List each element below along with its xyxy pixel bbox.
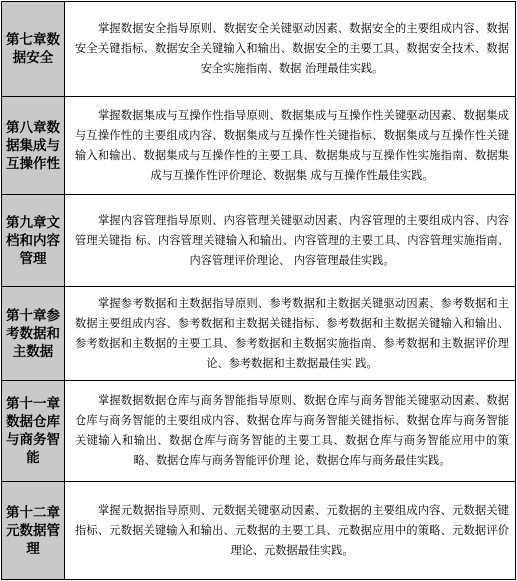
chapter-title-cell (2, 97, 65, 195)
chapter-title: 第九章文档和内容管理 (6, 214, 60, 267)
table-row (2, 287, 516, 381)
chapter-title-cell (2, 2, 65, 97)
table-row (2, 381, 516, 482)
chapter-title-cell (2, 287, 65, 381)
chapter-description: 掌握数据集成与互操作性指导原则、数据集成与互操作性关键驱动因素、数据集成与互操作性的主要组成内容、数据集成与互操作性关键指标、数据集成与互操作性关键输入和输出、数据集成与互操作性的主要工具、数据集成与互操作性实施指南、数据集成与互操作性评价理论、数据集 成与互操作性最佳实践。 (75, 108, 509, 182)
chapter-title-cell (2, 482, 65, 580)
chapter-description: 掌握数据安全指导原则、数据安全关键驱动因素、数据安全的主要组成内容、数据安全关键指标、数据安全关键输入和输出、数据安全的主要工具、数据安全技术、数据安全实施指南、数据 治理最佳实践。 (75, 22, 509, 75)
chapter-description: 掌握数据数据仓库与商务智能指导原则、数据仓库与商务智能关键驱动因素、数据仓库与商务智能的主要组成内容、数据仓库与商务智能关键指标、数据仓库与商务智能关键输入和输出、数据仓库与商务智能的主要工具、数据仓库与商务智能应用中的策 略、数据仓库与商务智能评价理 论、数据仓库与商务最佳实践。 (75, 394, 509, 467)
chapter-title: 第七章数据安全 (6, 32, 60, 66)
table-row (2, 97, 516, 195)
chapter-title: 第十一章数据仓库与商务智能 (6, 396, 60, 466)
table-row (2, 482, 516, 580)
chapter-description: 掌握元数据指导原则、元数据关键驱动因素、元数据的主要组成内容、元数据关键指标、元数据关键输入和输出、元数据的主要工具、元数据应用中的策略、元数据评价理论、元数据最佳实践。 (75, 503, 509, 557)
chapter-description-cell (65, 2, 516, 97)
chapter-description: 掌握参考数据和主数据指导原则、参考数据和主数据关键驱动因素、参考数据和主数据主要组成内容、参考数据和主数据关键指标、参考数据和主数据关键输入和输出、参考数据和主数据的主要工具、参考数据和主数据实施指南、参考数据和主数据评价理论、参考数据和主数据最佳实 践。 (75, 296, 509, 370)
table-row (2, 2, 516, 97)
chapter-table (1, 1, 516, 580)
chapter-description-cell (65, 287, 516, 381)
chapter-title-cell (2, 195, 65, 287)
chapter-title-cell (2, 381, 65, 482)
chapter-table-container (1, 1, 516, 579)
chapter-title: 第十二章元数据管理 (6, 504, 60, 557)
chapter-description-cell (65, 482, 516, 580)
chapter-title: 第八章数据集成与互操作性 (6, 119, 60, 172)
chapter-description-cell (65, 195, 516, 287)
chapter-description-cell (65, 97, 516, 195)
table-row (2, 195, 516, 287)
chapter-description-cell (65, 381, 516, 482)
chapter-description: 掌握内容管理指导原则、内容管理关键驱动因素、内容管理的主要组成内容、内容管理关键指 标、内容管理关键输入和输出、内容管理的主要工具、内容管理实施指南、内容管理评价理论、 内容管理最佳实践。 (75, 213, 509, 267)
chapter-title: 第十章参考数据和主数据 (6, 307, 60, 360)
